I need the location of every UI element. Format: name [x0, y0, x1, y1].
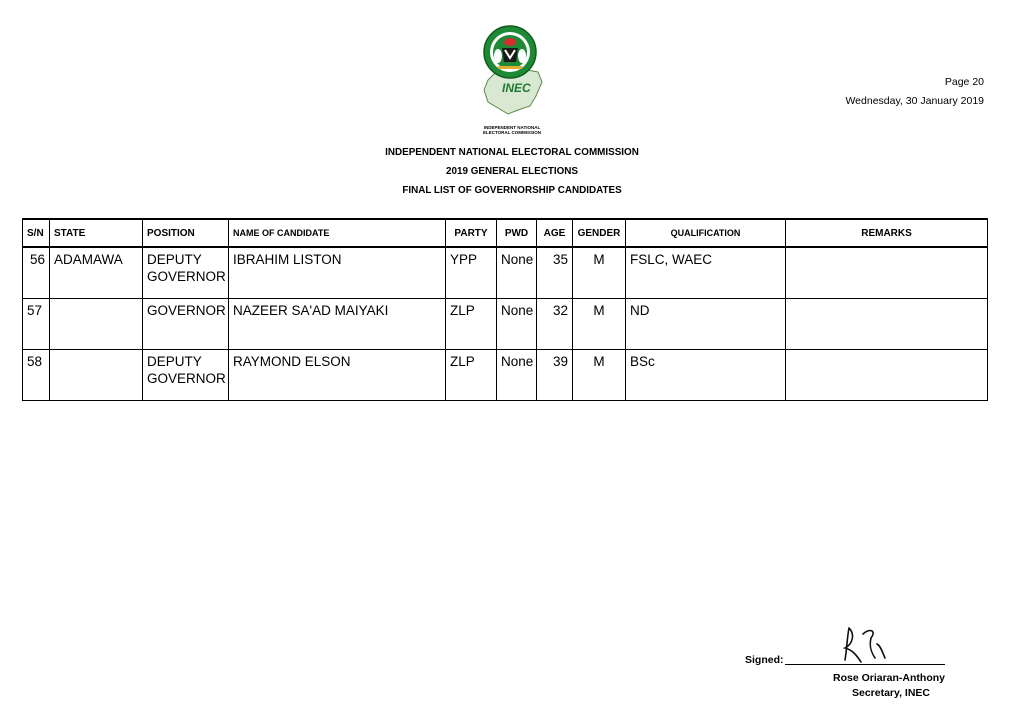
- cell-age: 32: [537, 299, 573, 350]
- handwritten-signature: [841, 624, 891, 666]
- signature-line: [785, 664, 945, 665]
- cell-gender: M: [573, 247, 626, 299]
- col-age: AGE: [537, 219, 573, 247]
- signatory-title: Secretary, INEC: [851, 687, 930, 699]
- svg-text:INDEPENDENT NATIONAL: INDEPENDENT NATIONAL: [483, 125, 541, 130]
- table-row: [23, 350, 988, 401]
- cell-remarks: [786, 350, 988, 401]
- cell-party: YPP: [446, 247, 497, 299]
- cell-state: [50, 350, 143, 401]
- cell-age: 39: [537, 350, 573, 401]
- col-sn: S/N: [23, 219, 50, 247]
- svg-text:INEC: INEC: [502, 81, 531, 95]
- cell-position: DEPUTY GOVERNOR: [143, 247, 229, 299]
- cell-state: [50, 299, 143, 350]
- table-row: [23, 299, 988, 350]
- cell-position: DEPUTY GOVERNOR: [143, 350, 229, 401]
- signatory-name: Rose Oriaran-Anthony: [832, 672, 945, 684]
- cell-pwd: None: [497, 247, 537, 299]
- cell-sn: 56: [23, 247, 50, 299]
- cell-gender: M: [573, 299, 626, 350]
- inec-logo: [472, 22, 552, 138]
- print-date: Wednesday, 30 January 2019: [845, 95, 984, 107]
- col-pwd: PWD: [497, 219, 537, 247]
- page-number: Page 20: [944, 76, 984, 88]
- cell-remarks: [786, 247, 988, 299]
- cell-name: IBRAHIM LISTON: [229, 247, 446, 299]
- cell-party: ZLP: [446, 299, 497, 350]
- cell-pwd: None: [497, 299, 537, 350]
- col-party: PARTY: [446, 219, 497, 247]
- col-state: STATE: [50, 219, 143, 247]
- document-header: [31, 143, 994, 200]
- cell-gender: M: [573, 350, 626, 401]
- signed-label: Signed:: [745, 654, 784, 666]
- cell-sn: 57: [23, 299, 50, 350]
- candidates-table: [22, 218, 988, 401]
- cell-name: NAZEER SA'AD MAIYAKI: [229, 299, 446, 350]
- cell-sn: 58: [23, 350, 50, 401]
- cell-position: GOVERNOR: [143, 299, 229, 350]
- col-qualification: QUALIFICATION: [626, 219, 786, 247]
- cell-state: ADAMAWA: [50, 247, 143, 299]
- cell-qualification: FSLC, WAEC: [626, 247, 786, 299]
- org-name: INDEPENDENT NATIONAL ELECTORAL COMMISSION: [385, 146, 639, 158]
- cell-qualification: BSc: [626, 350, 786, 401]
- table-header-row: [23, 219, 988, 247]
- col-position: POSITION: [143, 219, 229, 247]
- cell-pwd: None: [497, 350, 537, 401]
- cell-party: ZLP: [446, 350, 497, 401]
- col-name: NAME OF CANDIDATE: [229, 219, 446, 247]
- cell-qualification: ND: [626, 299, 786, 350]
- election-name: 2019 GENERAL ELECTIONS: [445, 165, 579, 177]
- cell-age: 35: [537, 247, 573, 299]
- svg-text:ELECTORAL COMMISSION: ELECTORAL COMMISSION: [482, 130, 542, 135]
- cell-remarks: [786, 299, 988, 350]
- page-meta: [845, 73, 984, 111]
- col-gender: GENDER: [573, 219, 626, 247]
- list-title: FINAL LIST OF GOVERNORSHIP CANDIDATES: [402, 184, 622, 196]
- table-row: [23, 247, 988, 299]
- cell-name: RAYMOND ELSON: [229, 350, 446, 401]
- col-remarks: REMARKS: [786, 219, 988, 247]
